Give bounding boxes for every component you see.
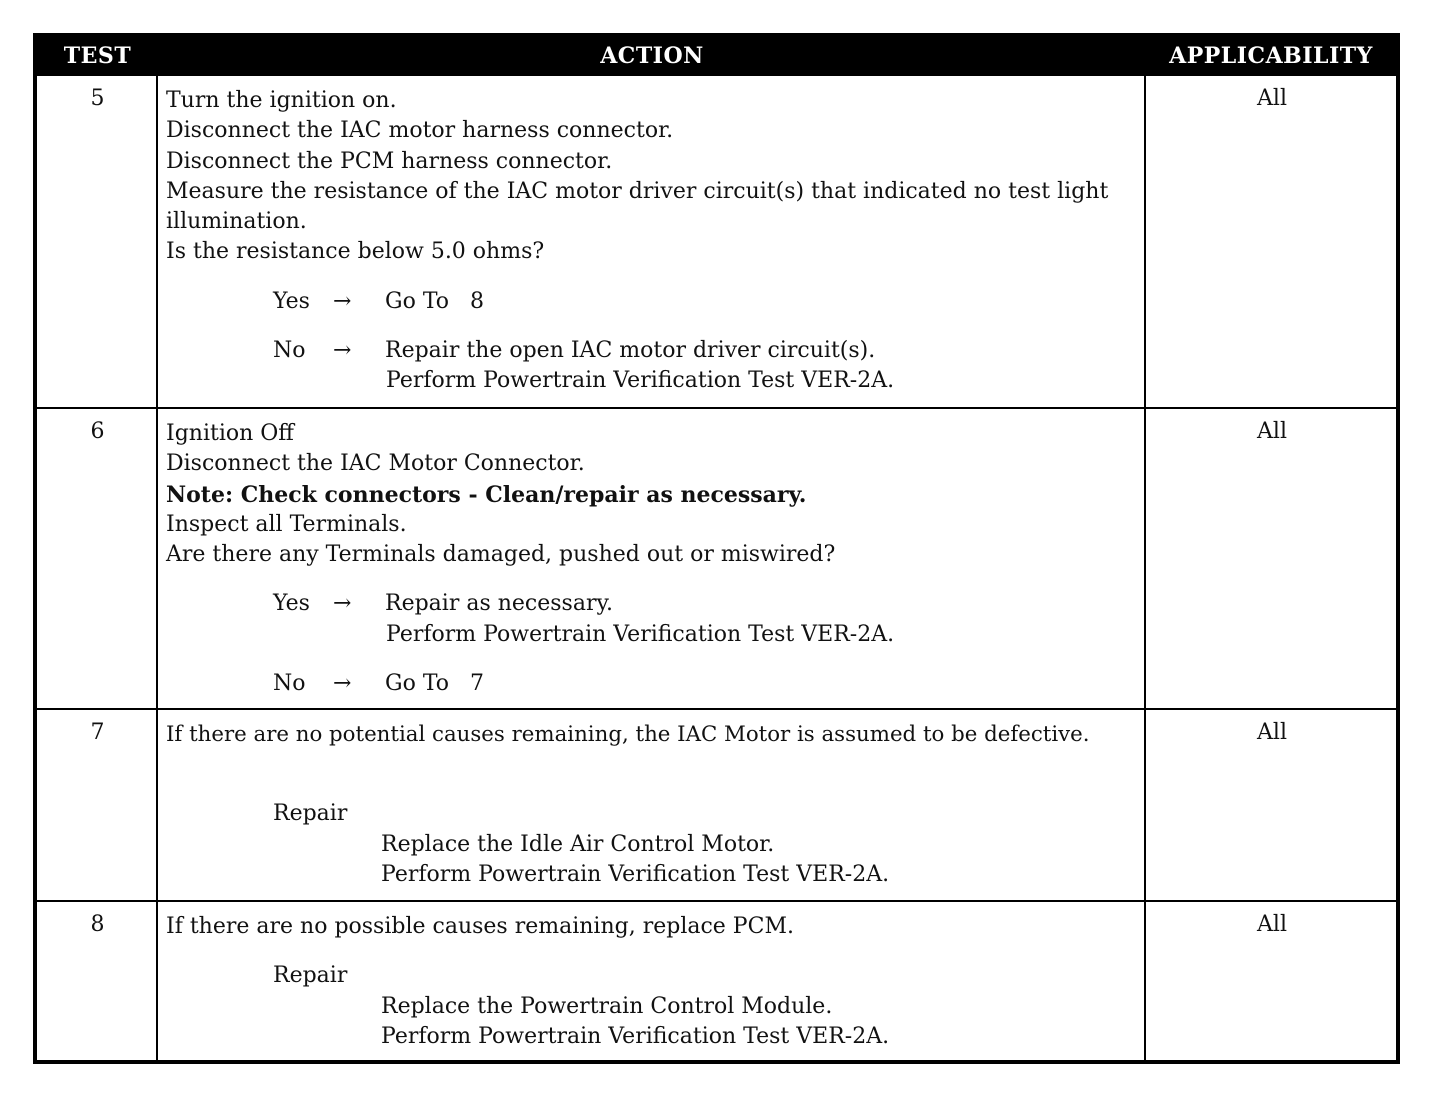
test-number: 6 <box>90 419 105 444</box>
action-cell <box>166 912 1146 1052</box>
action-cell <box>166 419 1146 699</box>
table-row <box>37 902 1396 1060</box>
arrow-icon: → <box>333 338 352 364</box>
no-target: Go To 7 <box>385 671 484 697</box>
action-line: Are there any Terminals damaged, pushed out or miswired? <box>166 542 836 568</box>
action-line: If there are no potential causes remaining, the IAC Motor is assumed to be defective. <box>166 722 1090 747</box>
repair-block <box>166 961 1146 991</box>
table-row <box>37 710 1396 900</box>
applicability-value: All <box>1257 86 1287 111</box>
repair-steps <box>166 992 1146 1053</box>
header-test: TEST <box>63 43 132 69</box>
action-line: Disconnect the PCM harness connector. <box>166 148 613 174</box>
action-line: Disconnect the IAC motor harness connector. <box>166 118 674 144</box>
action-line: Ignition Off <box>166 421 294 446</box>
yes-target: Repair as necessary. <box>385 591 613 617</box>
applicability-value: All <box>1257 419 1287 444</box>
no-branch <box>166 336 1146 397</box>
yes-target-line: Perform Powertrain Verification Test VER-2A. <box>386 621 895 647</box>
action-line: Inspect all Terminals. <box>166 511 407 537</box>
no-label: No <box>273 338 306 364</box>
table-row <box>37 76 1396 407</box>
table-row <box>37 409 1396 708</box>
yes-branch <box>166 287 1146 317</box>
yes-target: Go To 8 <box>385 288 484 314</box>
test-number: 7 <box>90 720 105 745</box>
no-label: No <box>273 671 306 697</box>
header-applicability: APPLICABILITY <box>1169 43 1373 69</box>
action-line: Turn the ignition on. <box>166 88 397 113</box>
arrow-icon: → <box>333 671 352 697</box>
test-number: 8 <box>90 912 105 937</box>
repair-step: Perform Powertrain Verification Test VER-2A. <box>381 1023 890 1049</box>
test-number: 5 <box>90 86 105 111</box>
no-branch <box>166 669 1146 699</box>
note-line: Note: Check connectors - Clean/repair as necessary. <box>166 481 807 508</box>
applicability-value: All <box>1257 912 1287 937</box>
repair-label: Repair <box>273 963 348 989</box>
no-target-line: Perform Powertrain Verification Test VER-2A. <box>386 368 895 394</box>
no-target: Repair the open IAC motor driver circuit(s). <box>385 338 876 364</box>
action-line: Disconnect the IAC Motor Connector. <box>166 451 585 477</box>
arrow-icon: → <box>333 288 352 314</box>
repair-step: Replace the Idle Air Control Motor. <box>381 831 775 857</box>
arrow-icon: → <box>333 591 352 617</box>
action-line: Measure the resistance of the IAC motor driver circuit(s) that indicated no test light illumination. <box>166 178 1109 235</box>
action-line: If there are no possible causes remaining, replace PCM. <box>166 914 794 939</box>
yes-label: Yes <box>273 288 310 314</box>
repair-step: Replace the Powertrain Control Module. <box>381 993 833 1019</box>
diagnostic-table <box>33 33 1400 1064</box>
repair-block <box>166 799 1146 829</box>
yes-label: Yes <box>273 591 310 617</box>
action-line: Is the resistance below 5.0 ohms? <box>166 239 545 265</box>
header-action: ACTION <box>600 43 704 69</box>
action-cell <box>166 720 1146 890</box>
applicability-value: All <box>1257 720 1287 745</box>
repair-step: Perform Powertrain Verification Test VER-2A. <box>381 861 890 887</box>
yes-branch <box>166 589 1146 650</box>
repair-label: Repair <box>273 801 348 827</box>
table-header <box>37 37 1396 76</box>
action-cell <box>166 86 1146 397</box>
repair-steps <box>166 830 1146 891</box>
